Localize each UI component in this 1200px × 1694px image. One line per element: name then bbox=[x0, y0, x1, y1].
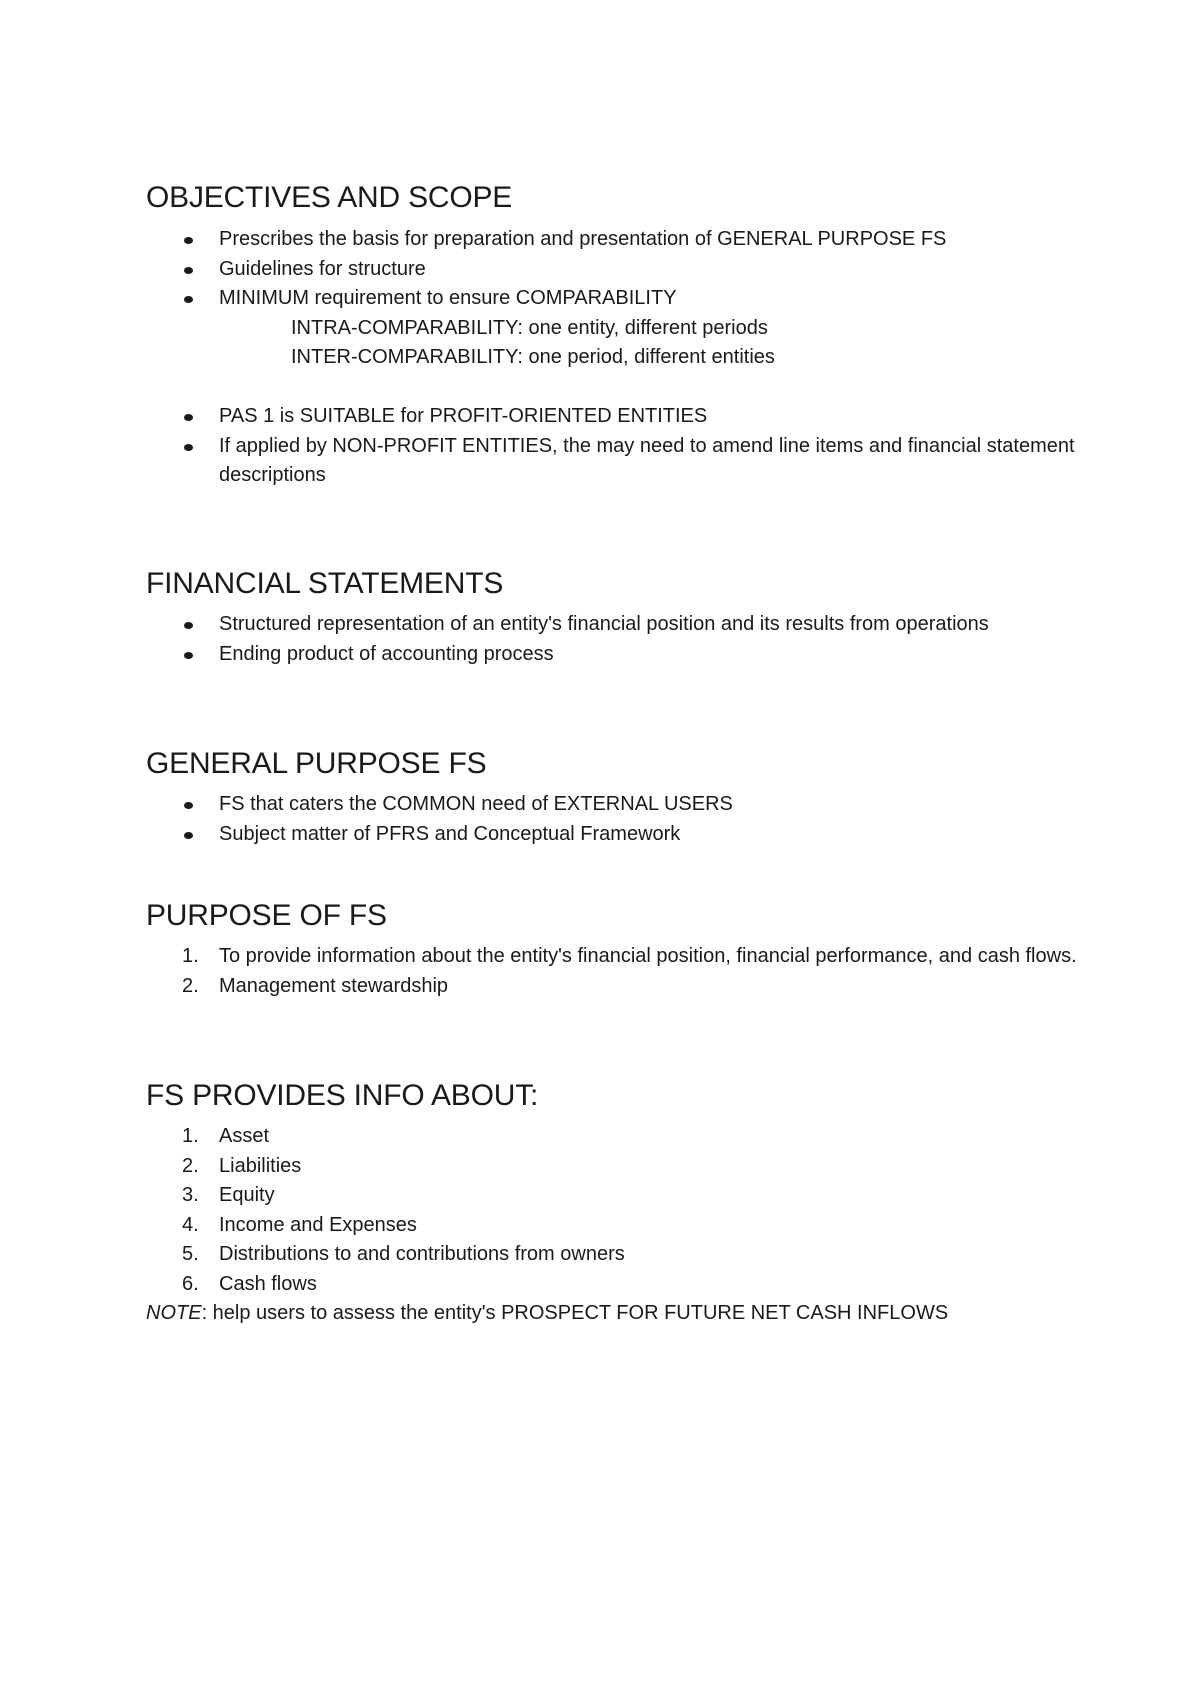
bullet-list bbox=[146, 402, 1086, 491]
list-number: 2. bbox=[182, 1154, 199, 1177]
numbered-list bbox=[146, 942, 1086, 1001]
list-item bbox=[146, 1122, 1086, 1152]
list-item bbox=[146, 225, 1086, 255]
bullet-icon bbox=[184, 267, 193, 274]
list-item bbox=[146, 1211, 1086, 1241]
list-item-text: FS that caters the COMMON need of EXTERNAL USERS bbox=[219, 793, 733, 815]
bullet-icon bbox=[184, 296, 193, 303]
list-number: 1. bbox=[182, 1125, 199, 1147]
bullet-icon bbox=[184, 652, 193, 659]
bullet-list bbox=[146, 225, 1086, 314]
sub-line: INTRA-COMPARABILITY: one entity, different periods bbox=[291, 316, 768, 339]
list-item bbox=[146, 402, 1086, 432]
list-item bbox=[146, 820, 1086, 850]
note-line bbox=[146, 1299, 1086, 1329]
section-financial-statements bbox=[146, 566, 1086, 669]
bullet-icon bbox=[184, 622, 193, 629]
list-item-text: MINIMUM requirement to ensure COMPARABILITY bbox=[219, 287, 677, 309]
note-label: NOTE bbox=[146, 1302, 202, 1324]
list-item bbox=[146, 284, 1086, 314]
section-objectives-and-scope bbox=[146, 180, 1086, 491]
list-item-text: To provide information about the entity's financial position, financial performance, and cash flows. bbox=[219, 945, 1077, 967]
bullet-list bbox=[146, 790, 1086, 849]
list-item bbox=[146, 1152, 1086, 1182]
list-number: 5. bbox=[182, 1243, 199, 1265]
list-number: 4. bbox=[182, 1213, 199, 1236]
list-item-text: Prescribes the basis for preparation and presentation of GENERAL PURPOSE FS bbox=[219, 228, 947, 250]
bullet-icon bbox=[184, 237, 193, 244]
list-item bbox=[146, 1270, 1086, 1300]
list-item-text: Income and Expenses bbox=[219, 1213, 417, 1236]
list-item bbox=[146, 640, 1086, 670]
bullet-icon bbox=[184, 444, 193, 451]
list-item bbox=[146, 610, 1119, 640]
list-item-text: If applied by NON-PROFIT ENTITIES, the may need to amend line items and financial statement descriptions bbox=[219, 434, 1075, 486]
list-number: 1. bbox=[182, 945, 199, 967]
list-item-text: Structured representation of an entity's financial position and its results from operations bbox=[219, 613, 989, 635]
list-item-text: Subject matter of PFRS and Conceptual Framework bbox=[219, 822, 681, 845]
list-number: 3. bbox=[182, 1184, 199, 1206]
bullet-icon bbox=[184, 832, 193, 839]
section-general-purpose-fs bbox=[146, 746, 1086, 849]
list-item-text: Management stewardship bbox=[219, 974, 449, 997]
numbered-list bbox=[146, 1122, 1086, 1299]
list-item bbox=[146, 432, 1119, 491]
list-item-text: Equity bbox=[219, 1184, 275, 1206]
section-title: PURPOSE OF FS bbox=[146, 899, 387, 932]
note-text: : help users to assess the entity's PROSPECT FOR FUTURE NET CASH INFLOWS bbox=[201, 1302, 949, 1324]
sub-line: INTER-COMPARABILITY: one period, different entities bbox=[291, 346, 775, 368]
list-item bbox=[146, 972, 1086, 1002]
section-title: FINANCIAL STATEMENTS bbox=[146, 567, 504, 600]
bullet-icon bbox=[184, 414, 193, 421]
list-item bbox=[146, 790, 1086, 820]
section-title: FS PROVIDES INFO ABOUT: bbox=[146, 1079, 539, 1112]
list-item-text: PAS 1 is SUITABLE for PROFIT-ORIENTED ENTITIES bbox=[219, 405, 708, 427]
bullet-list bbox=[146, 610, 1086, 669]
list-item bbox=[146, 1181, 1086, 1211]
list-number: 6. bbox=[182, 1272, 199, 1295]
section-purpose-of-fs bbox=[146, 898, 1086, 1001]
list-number: 2. bbox=[182, 974, 199, 997]
list-item-text: Guidelines for structure bbox=[219, 257, 426, 280]
list-item-text: Distributions to and contributions from owners bbox=[219, 1243, 625, 1265]
bullet-icon bbox=[184, 802, 193, 809]
section-fs-provides-info bbox=[146, 1078, 1086, 1329]
list-item bbox=[146, 942, 1119, 972]
section-title: GENERAL PURPOSE FS bbox=[146, 747, 487, 780]
list-item bbox=[146, 1240, 1086, 1270]
list-item bbox=[146, 255, 1086, 285]
list-item-text: Asset bbox=[219, 1125, 270, 1147]
section-title: OBJECTIVES AND SCOPE bbox=[146, 181, 513, 214]
list-item-text: Liabilities bbox=[219, 1154, 302, 1177]
list-item-text: Ending product of accounting process bbox=[219, 642, 554, 665]
list-item-text: Cash flows bbox=[219, 1272, 317, 1295]
